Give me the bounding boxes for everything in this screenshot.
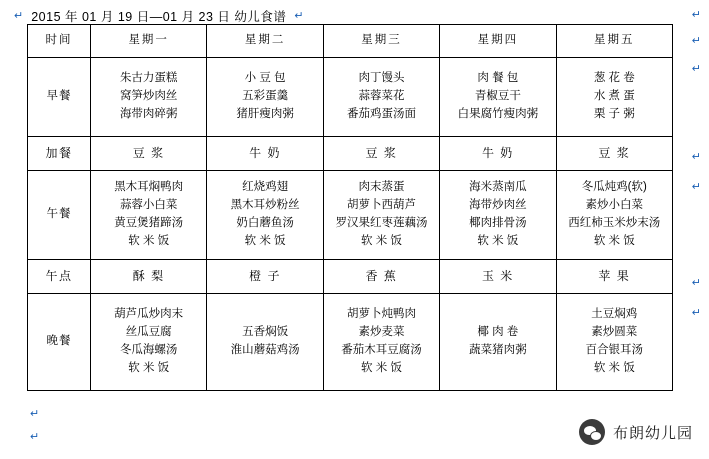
header-cell-friday: 星期五	[556, 25, 672, 58]
row-label-lunch: 午餐	[28, 171, 91, 260]
table-row-afternoon-snack	[28, 260, 673, 294]
right-margin-marks	[683, 0, 703, 459]
row-label-breakfast: 早餐	[28, 58, 91, 137]
menu-item: 番茄木耳豆腐汤	[341, 344, 422, 356]
menu-cell	[440, 294, 556, 391]
row-label-morning-snack: 加餐	[28, 137, 91, 171]
page-title: 2015 年 01 月 19 日—01 月 23 日 幼儿食谱	[31, 10, 287, 24]
menu-item: 豆 浆	[598, 146, 631, 161]
menu-cell	[207, 260, 323, 294]
paragraph-mark-icon: ↵	[691, 35, 701, 47]
table-row-dinner	[28, 294, 673, 391]
menu-item: 软 米 饭	[477, 234, 519, 247]
menu-item: 素炒麦菜	[358, 326, 405, 339]
menu-cell	[440, 58, 556, 137]
menu-table-body	[28, 25, 673, 391]
menu-item: 黑木耳炒粉丝	[230, 199, 300, 212]
paragraph-mark-icon: ↵	[691, 63, 701, 75]
menu-item: 橙 子	[249, 269, 281, 284]
menu-item: 软 米 饭	[244, 234, 286, 247]
menu-cell	[207, 58, 323, 137]
menu-item: 黑木耳焖鸭肉	[114, 181, 184, 194]
menu-item: 蒜蓉菜花	[358, 90, 405, 103]
menu-item: 软 米 饭	[128, 234, 170, 247]
menu-cell	[323, 294, 439, 391]
menu-item: 黄豆煲猪蹄汤	[114, 217, 184, 229]
menu-item: 牛 奶	[481, 146, 514, 161]
menu-cell	[556, 294, 672, 391]
menu-item: 软 米 饭	[361, 234, 402, 247]
menu-item: 酥 梨	[132, 269, 165, 284]
menu-item: 西红柿玉米炒末汤	[568, 217, 661, 229]
menu-item: 罗汉果红枣莲藕汤	[335, 217, 428, 229]
paragraph-mark-icon: ↵	[691, 9, 701, 21]
menu-item: 玉 米	[481, 269, 514, 284]
header-cell-monday: 星期一	[91, 25, 207, 58]
paragraph-mark-icon: ↵	[691, 277, 701, 289]
menu-item: 海米蒸南瓜	[469, 181, 527, 194]
table-row-breakfast	[28, 58, 673, 137]
menu-cell	[207, 294, 323, 391]
menu-item: 五彩蛋羹	[242, 90, 289, 103]
menu-cell	[556, 171, 672, 260]
menu-item: 水 煮 蛋	[593, 90, 635, 103]
menu-item: 小 豆 包	[244, 72, 286, 85]
menu-item: 蔬菜猪肉粥	[469, 344, 527, 356]
menu-cell	[440, 137, 556, 171]
menu-item: 奶白蘑鱼汤	[236, 217, 294, 229]
menu-item: 海带炒肉丝	[469, 199, 527, 212]
menu-item: 冬瓜炖鸡(软)	[581, 181, 647, 194]
menu-item: 白果腐竹瘦肉粥	[457, 107, 539, 120]
menu-cell	[91, 58, 207, 137]
paragraph-mark-icon: ↵	[30, 431, 40, 443]
menu-item: 红烧鸡翅	[242, 181, 289, 194]
menu-cell	[556, 137, 672, 171]
paragraph-mark-icon: ↵	[691, 151, 701, 163]
menu-item: 冬瓜海螺汤	[119, 344, 178, 356]
paragraph-mark-icon: ↵	[14, 9, 24, 22]
weekly-menu-table	[27, 24, 673, 391]
menu-item: 香 蕉	[365, 269, 398, 284]
menu-cell	[207, 137, 323, 171]
menu-item: 百合银耳汤	[585, 344, 644, 356]
menu-cell	[207, 171, 323, 260]
menu-cell	[91, 294, 207, 391]
menu-item: 素炒小白菜	[585, 199, 644, 212]
menu-item: 软 米 饭	[593, 361, 635, 374]
menu-cell	[323, 260, 439, 294]
menu-item: 苹 果	[598, 269, 631, 284]
menu-item: 肉 餐 包	[477, 72, 519, 85]
menu-item: 豆 浆	[365, 146, 398, 161]
menu-item: 软 米 饭	[361, 361, 402, 374]
header-cell-wednesday: 星期三	[323, 25, 439, 58]
document-title-row	[0, 6, 709, 26]
brand-name: 布朗幼儿园	[612, 425, 693, 442]
paragraph-mark-icon: ↵	[691, 307, 701, 319]
menu-item: 窝笋炒肉丝	[119, 90, 178, 103]
menu-item: 番茄鸡蛋汤面	[346, 107, 416, 120]
menu-item: 胡萝卜西葫芦	[346, 199, 416, 212]
header-cell-thursday: 星期四	[440, 25, 556, 58]
paragraph-mark-icon: ↵	[691, 181, 701, 193]
menu-item: 牛 奶	[249, 146, 281, 161]
menu-item: 葱 花 卷	[593, 72, 635, 85]
menu-item: 肉末蒸蛋	[358, 181, 405, 194]
paragraph-mark-icon: ↵	[30, 408, 40, 420]
menu-cell	[556, 58, 672, 137]
table-row-morning-snack	[28, 137, 673, 171]
header-cell-time: 时间	[28, 25, 91, 58]
menu-item: 淮山蘑菇鸡汤	[230, 344, 300, 356]
row-label-afternoon-snack: 午点	[28, 260, 91, 294]
footer-brand	[579, 419, 693, 445]
menu-item: 椰肉排骨汤	[469, 217, 527, 229]
menu-cell	[323, 171, 439, 260]
menu-item: 软 米 饭	[128, 361, 170, 374]
menu-item: 海带肉碎粥	[119, 107, 178, 120]
menu-item: 土豆焖鸡	[591, 308, 638, 321]
menu-cell	[91, 260, 207, 294]
menu-cell	[323, 58, 439, 137]
menu-item: 葫芦瓜炒肉末	[114, 308, 184, 321]
table-row-lunch	[28, 171, 673, 260]
menu-item: 软 米 饭	[593, 234, 635, 247]
menu-cell	[91, 171, 207, 260]
menu-cell	[91, 137, 207, 171]
menu-item: 素炒圆菜	[591, 326, 638, 339]
bottom-margin-marks	[30, 409, 39, 455]
header-cell-tuesday: 星期二	[207, 25, 323, 58]
paragraph-mark-icon: ↵	[294, 9, 304, 22]
row-label-dinner: 晚餐	[28, 294, 91, 391]
menu-cell	[323, 137, 439, 171]
menu-cell	[440, 260, 556, 294]
menu-item: 青椒豆干	[474, 90, 521, 103]
menu-item: 栗 子 粥	[593, 107, 635, 120]
menu-item: 椰 肉 卷	[477, 326, 519, 339]
table-header-row	[28, 25, 673, 58]
menu-item: 五香焖饭	[242, 326, 289, 339]
menu-item: 猪肝瘦肉粥	[236, 107, 294, 120]
menu-cell	[556, 260, 672, 294]
menu-item: 豆 浆	[132, 146, 165, 161]
menu-item: 蒜蓉小白菜	[119, 199, 178, 212]
menu-item: 胡萝卜炖鸭肉	[346, 308, 416, 321]
wechat-icon	[579, 419, 605, 445]
menu-item: 丝瓜豆腐	[125, 326, 172, 339]
menu-item: 肉丁馒头	[358, 72, 405, 85]
menu-item: 朱古力蛋糕	[119, 72, 178, 85]
menu-cell	[440, 171, 556, 260]
